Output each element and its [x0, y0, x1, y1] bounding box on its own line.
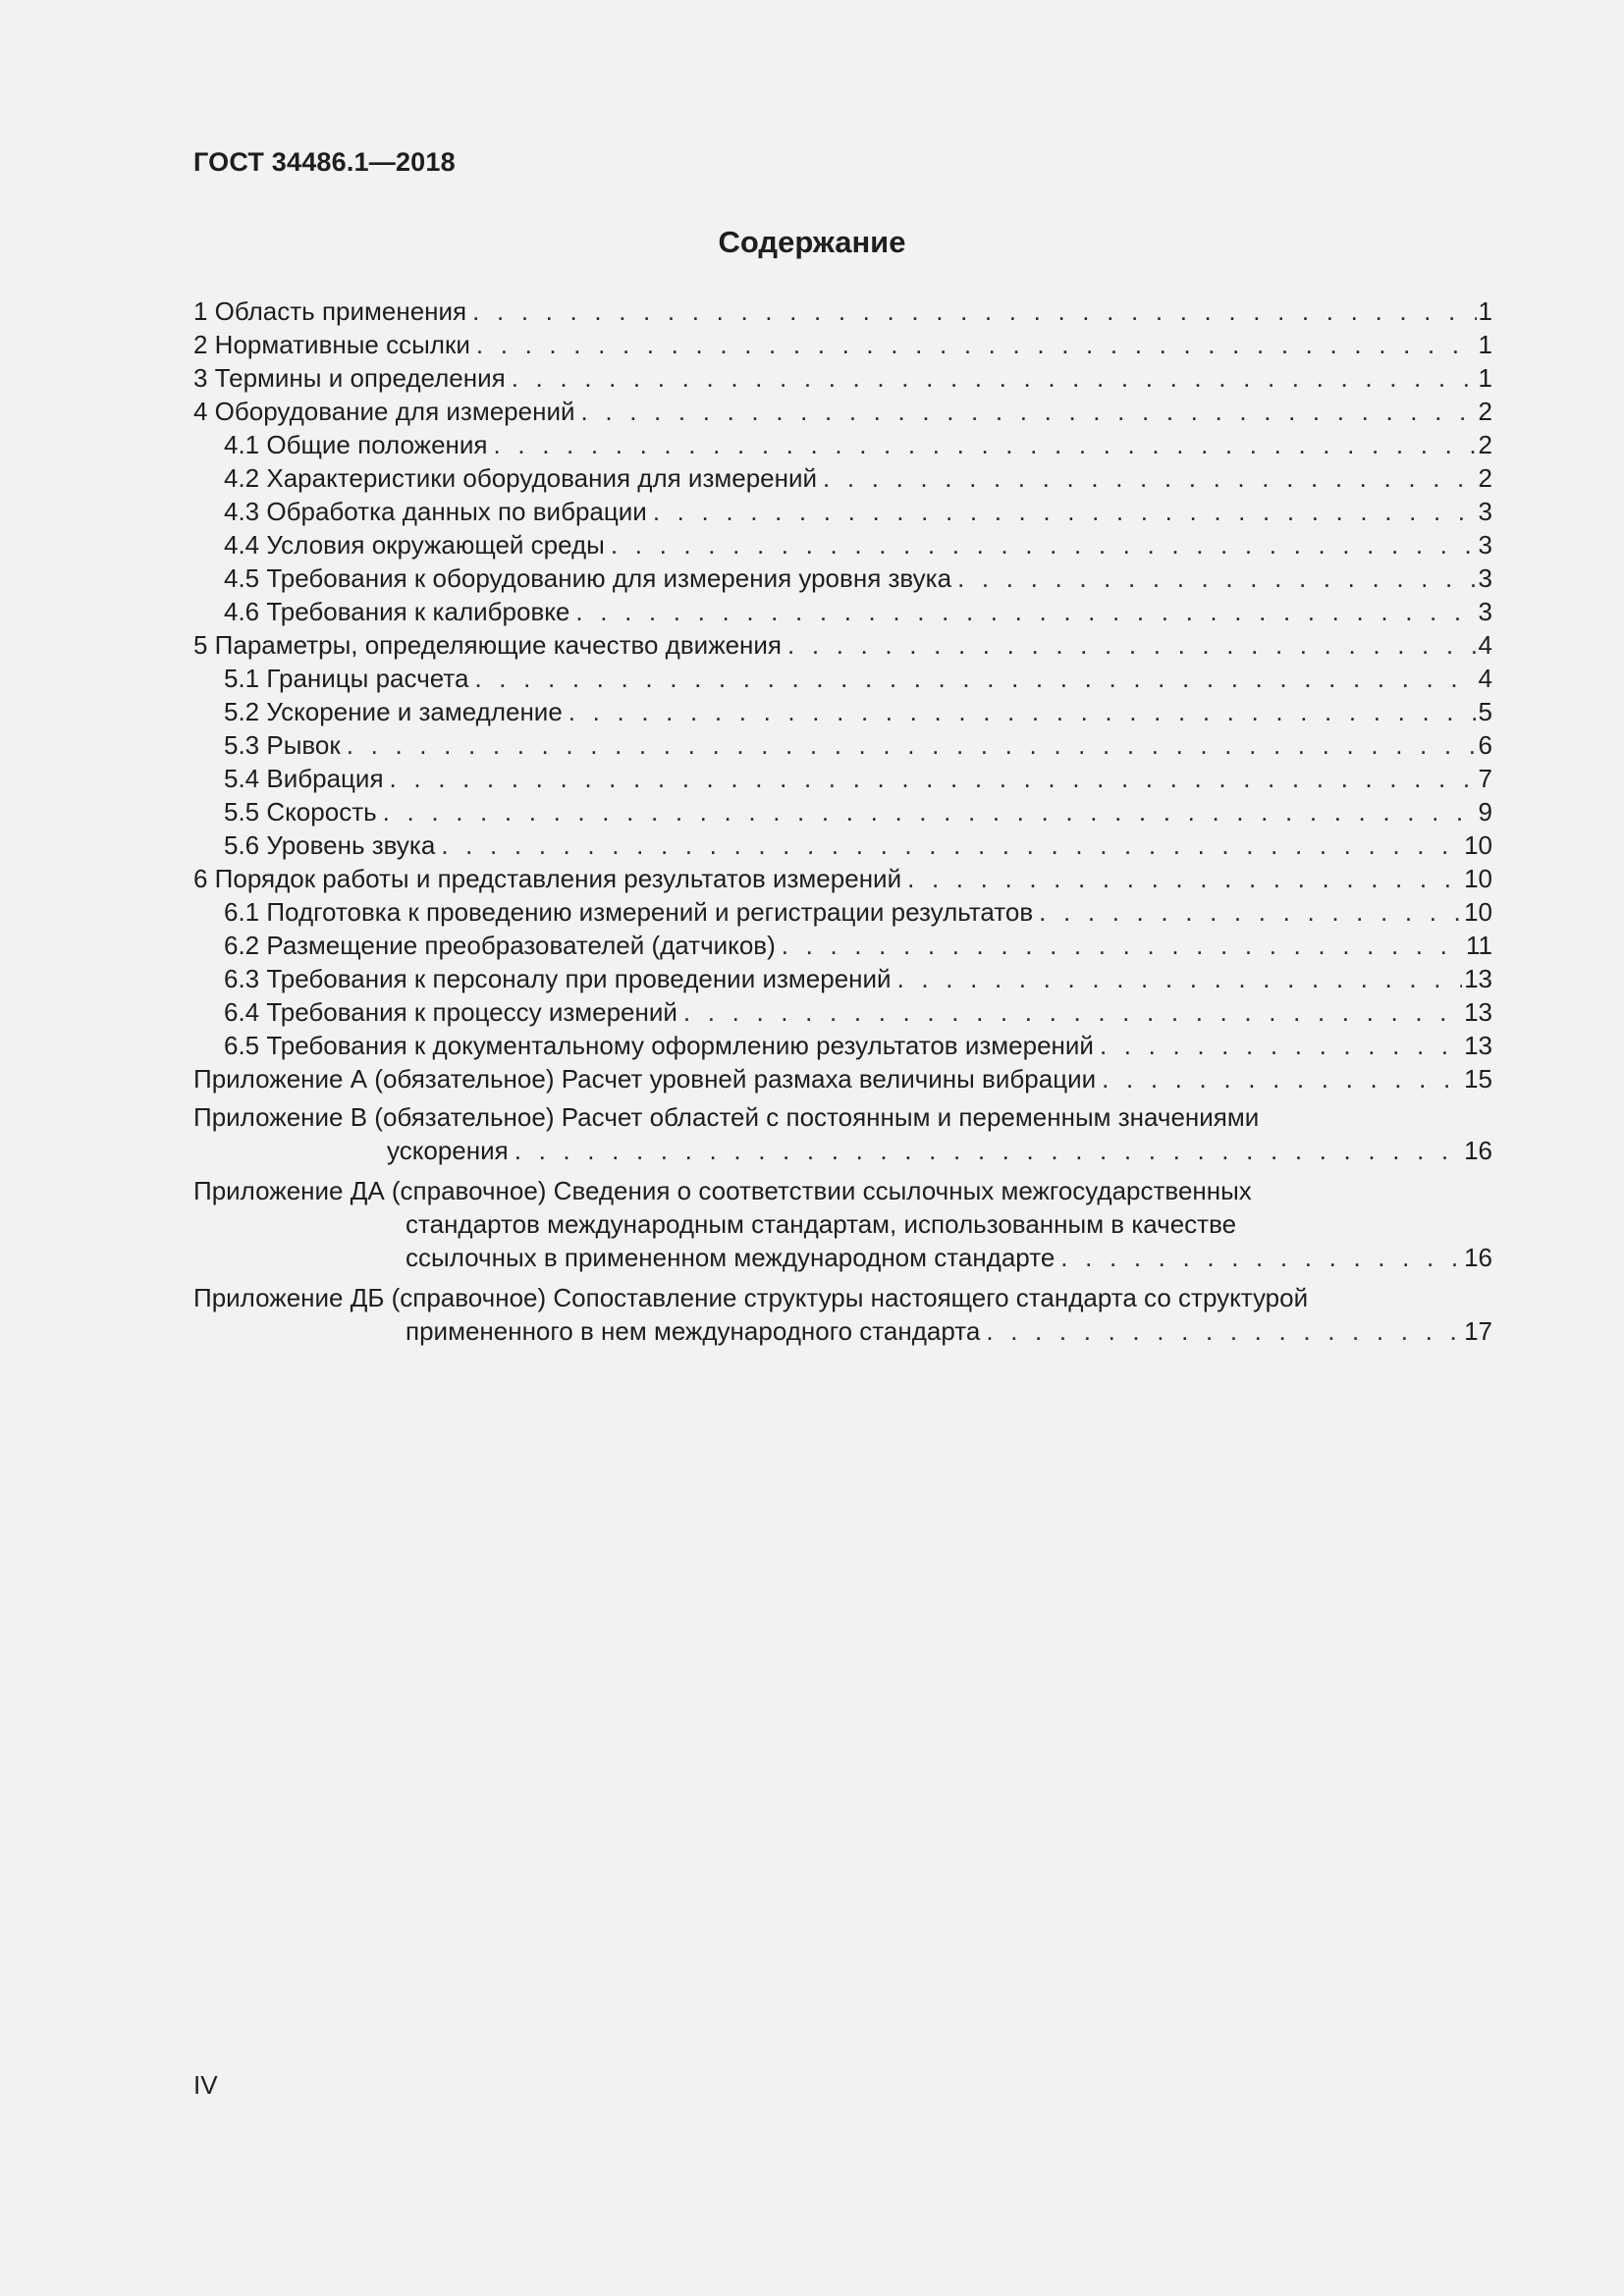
toc-entry[interactable] [193, 1100, 1492, 1167]
toc-entry[interactable] [193, 929, 1492, 962]
toc-entry-page: 9 [1478, 797, 1492, 827]
toc-entry-page: 16 [1464, 1136, 1492, 1165]
table-of-contents [193, 294, 1492, 1355]
toc-entry-page: 10 [1464, 864, 1492, 893]
toc-entry-page: 3 [1478, 497, 1492, 526]
toc-entry-title: 6 Порядок работы и представления результатов измерений [193, 864, 902, 893]
toc-entry-page: 2 [1478, 430, 1492, 459]
toc-entry-page: 5 [1478, 697, 1492, 726]
toc-entry[interactable] [193, 495, 1492, 528]
dot-leader [474, 662, 1476, 695]
toc-entry-title: примененного в нем международного стандарта [406, 1316, 981, 1346]
dot-leader [568, 695, 1477, 728]
toc-entry-page: 15 [1464, 1064, 1492, 1094]
dot-leader [347, 728, 1477, 762]
toc-entry[interactable] [193, 1062, 1492, 1095]
dot-leader [683, 995, 1462, 1029]
toc-entry-title: 5.3 Рывок [224, 730, 341, 760]
dot-leader [823, 461, 1477, 495]
dot-leader [1060, 1241, 1462, 1274]
dot-leader [1100, 1029, 1462, 1062]
toc-entry-title: 4.4 Условия окружающей среды [224, 530, 605, 560]
toc-entry-title: 6.4 Требования к процессу измерений [224, 997, 677, 1027]
toc-entry[interactable] [193, 1029, 1492, 1062]
dot-leader [494, 428, 1477, 461]
dot-leader [1039, 895, 1462, 929]
toc-entry[interactable] [193, 428, 1492, 461]
dot-leader [390, 762, 1477, 795]
dot-leader [476, 328, 1477, 361]
toc-entry-page: 3 [1478, 563, 1492, 593]
toc-entry[interactable] [193, 328, 1492, 361]
toc-entry-page: 7 [1478, 764, 1492, 793]
toc-entry[interactable] [193, 962, 1492, 995]
toc-entry-title: 4.3 Обработка данных по вибрации [224, 497, 647, 526]
toc-entry-page: 2 [1478, 463, 1492, 493]
toc-entry-page: 13 [1464, 997, 1492, 1027]
toc-entry-title: 4.2 Характеристики оборудования для измерений [224, 463, 818, 493]
dot-leader [782, 929, 1464, 962]
toc-entry[interactable] [193, 795, 1492, 828]
toc-entry-page: 17 [1464, 1316, 1492, 1346]
toc-entry-title: 5.6 Уровень звука [224, 830, 436, 860]
dot-leader [611, 528, 1477, 561]
toc-entry-page: 1 [1478, 363, 1492, 393]
dot-leader [957, 561, 1476, 595]
dot-leader [441, 828, 1462, 862]
toc-entry-title: 3 Термины и определения [193, 363, 506, 393]
toc-entry-title: Приложение ДА (справочное) Сведения о соответствии ссылочных межгосударственных [193, 1176, 1252, 1205]
toc-entry-page: 4 [1478, 630, 1492, 660]
toc-entry-title: Приложение В (обязательное) Расчет областей с постоянным и переменным значениями [193, 1102, 1260, 1132]
toc-entry-title: 2 Нормативные ссылки [193, 330, 470, 359]
toc-entry-title: Приложение ДБ (справочное) Сопоставление структуры настоящего стандарта со структурой [193, 1283, 1309, 1312]
dot-leader [897, 962, 1463, 995]
toc-entry-title: 5.4 Вибрация [224, 764, 384, 793]
toc-entry-page: 13 [1464, 1031, 1492, 1060]
dot-leader [575, 595, 1476, 628]
toc-entry-page: 11 [1466, 931, 1492, 960]
toc-entry[interactable] [193, 628, 1492, 662]
toc-entry[interactable] [193, 461, 1492, 495]
document-code: ГОСТ 34486.1—2018 [193, 147, 456, 177]
toc-entry-title: 5.5 Скорость [224, 797, 377, 827]
toc-entry[interactable] [193, 395, 1492, 428]
toc-entry-title: 1 Область применения [193, 296, 467, 326]
toc-entry[interactable] [193, 895, 1492, 929]
toc-entry-title: стандартов международным стандартам, использованным в качестве [406, 1209, 1237, 1239]
toc-entry[interactable] [193, 528, 1492, 561]
toc-entry-title: 6.2 Размещение преобразователей (датчиков) [224, 931, 776, 960]
toc-entry-page: 6 [1478, 730, 1492, 760]
dot-leader [472, 294, 1476, 328]
toc-entry-title: Приложение А (обязательное) Расчет уровней размаха величины вибрации [193, 1064, 1097, 1094]
dot-leader [653, 495, 1477, 528]
toc-entry-page: 3 [1478, 597, 1492, 626]
toc-entry-title: 6.5 Требования к документальному оформлению результатов измерений [224, 1031, 1094, 1060]
toc-entry-page: 4 [1478, 664, 1492, 693]
toc-entry[interactable] [193, 762, 1492, 795]
toc-entry-title: 4.6 Требования к калибровке [224, 597, 570, 626]
toc-entry-page: 10 [1464, 897, 1492, 927]
toc-entry[interactable] [193, 862, 1492, 895]
dot-leader [512, 361, 1477, 395]
page-number: IV [193, 2070, 218, 2100]
toc-entry[interactable] [193, 995, 1492, 1029]
toc-entry[interactable] [193, 662, 1492, 695]
toc-entry-title: ускорения [387, 1136, 509, 1165]
toc-entry-page: 13 [1464, 964, 1492, 993]
toc-entry[interactable] [193, 561, 1492, 595]
dot-leader [581, 395, 1477, 428]
toc-entry-title: 5 Параметры, определяющие качество движения [193, 630, 783, 660]
toc-entry-title: 6.1 Подготовка к проведению измерений и регистрации результатов [224, 897, 1034, 927]
toc-entry-title: ссылочных в примененном международном стандарте [406, 1243, 1056, 1272]
toc-entry-title: 5.2 Ускорение и замедление [224, 697, 563, 726]
dot-leader [383, 795, 1477, 828]
toc-entry-page: 1 [1478, 330, 1492, 359]
toc-entry-page: 1 [1478, 296, 1492, 326]
dot-leader [514, 1134, 1462, 1167]
toc-entry[interactable] [193, 728, 1492, 762]
toc-entry-page: 16 [1464, 1243, 1492, 1272]
dot-leader [907, 862, 1462, 895]
dot-leader [986, 1314, 1462, 1348]
toc-title: Содержание [718, 225, 906, 259]
toc-entry-page: 3 [1478, 530, 1492, 560]
toc-entry[interactable] [193, 1174, 1492, 1274]
toc-entry[interactable] [193, 1281, 1492, 1348]
toc-entry[interactable] [193, 828, 1492, 862]
toc-entry[interactable] [193, 695, 1492, 728]
dot-leader [787, 628, 1477, 662]
toc-entry[interactable] [193, 361, 1492, 395]
toc-entry-title: 4.1 Общие положения [224, 430, 488, 459]
toc-entry-page: 10 [1464, 830, 1492, 860]
toc-entry-title: 6.3 Требования к персоналу при проведении измерений [224, 964, 892, 993]
toc-entry-title: 4.5 Требования к оборудованию для измерения уровня звука [224, 563, 952, 593]
toc-entry-title: 5.1 Границы расчета [224, 664, 469, 693]
dot-leader [1102, 1062, 1462, 1095]
toc-entry[interactable] [193, 294, 1492, 328]
toc-entry[interactable] [193, 595, 1492, 628]
toc-entry-page: 2 [1478, 397, 1492, 426]
toc-entry-title: 4 Оборудование для измерений [193, 397, 575, 426]
